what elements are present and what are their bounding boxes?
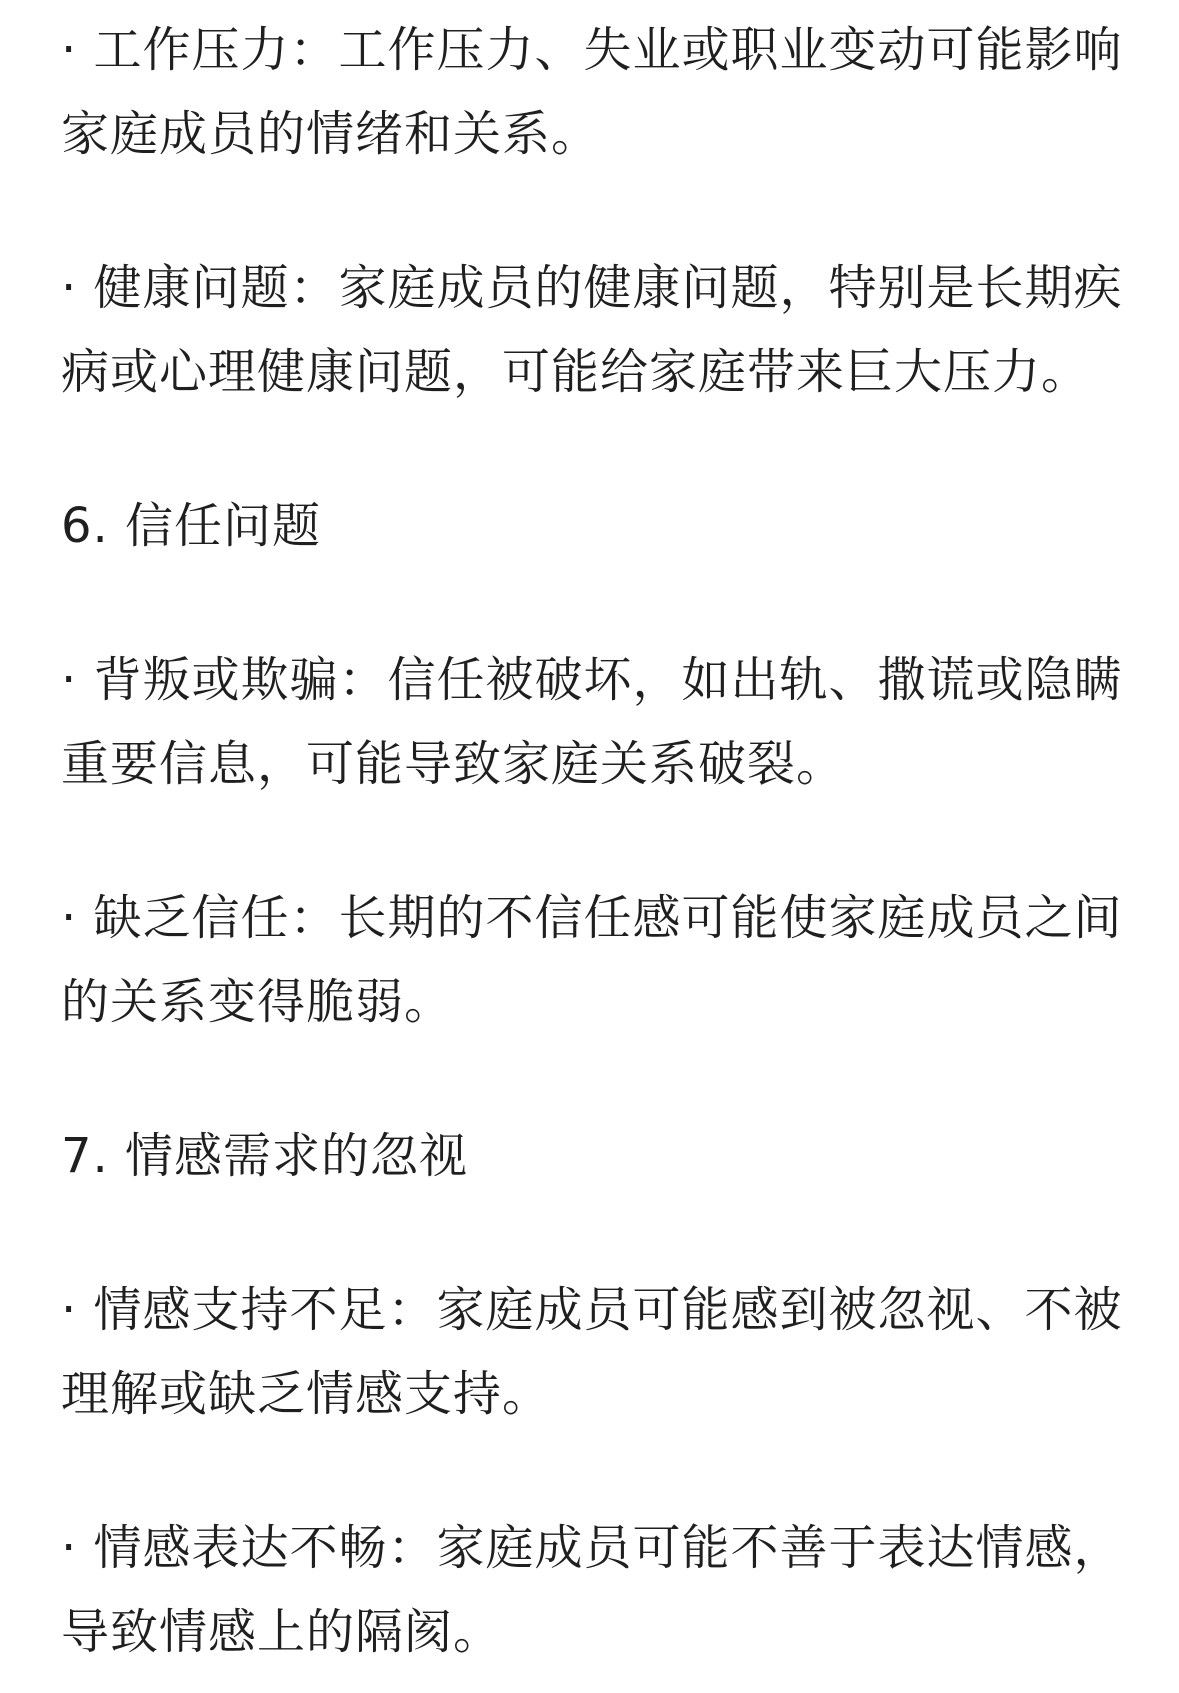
bullet-health-issues: · 健康问题：家庭成员的健康问题，特别是长期疾病或心理健康问题，可能给家庭带来巨大压力。 bbox=[61, 260, 1123, 400]
section-heading-trust: 6. 信任问题 bbox=[61, 498, 322, 554]
paragraph-gap bbox=[61, 1044, 1131, 1114]
section-heading-emotional-needs: 7. 情感需求的忽视 bbox=[61, 1128, 469, 1184]
bullet-lack-of-trust: · 缺乏信任：长期的不信任感可能使家庭成员之间的关系变得脆弱。 bbox=[61, 890, 1123, 1030]
article-body bbox=[61, 0, 1131, 1674]
bullet-work-pressure: · 工作压力：工作压力、失业或职业变动可能影响家庭成员的情绪和关系。 bbox=[61, 22, 1123, 162]
paragraph-gap bbox=[61, 1198, 1131, 1268]
bullet-emotional-expression: · 情感表达不畅：家庭成员可能不善于表达情感，导致情感上的隔阂。 bbox=[61, 1520, 1123, 1660]
paragraph-gap bbox=[61, 414, 1131, 484]
paragraph-gap bbox=[61, 176, 1131, 246]
paragraph-gap bbox=[61, 806, 1131, 876]
paragraph-gap bbox=[61, 568, 1131, 638]
paragraph-gap bbox=[61, 1436, 1131, 1506]
bullet-betrayal: · 背叛或欺骗：信任被破坏，如出轨、撒谎或隐瞒重要信息，可能导致家庭关系破裂。 bbox=[61, 652, 1123, 792]
bullet-emotional-support: · 情感支持不足：家庭成员可能感到被忽视、不被理解或缺乏情感支持。 bbox=[61, 1282, 1123, 1422]
